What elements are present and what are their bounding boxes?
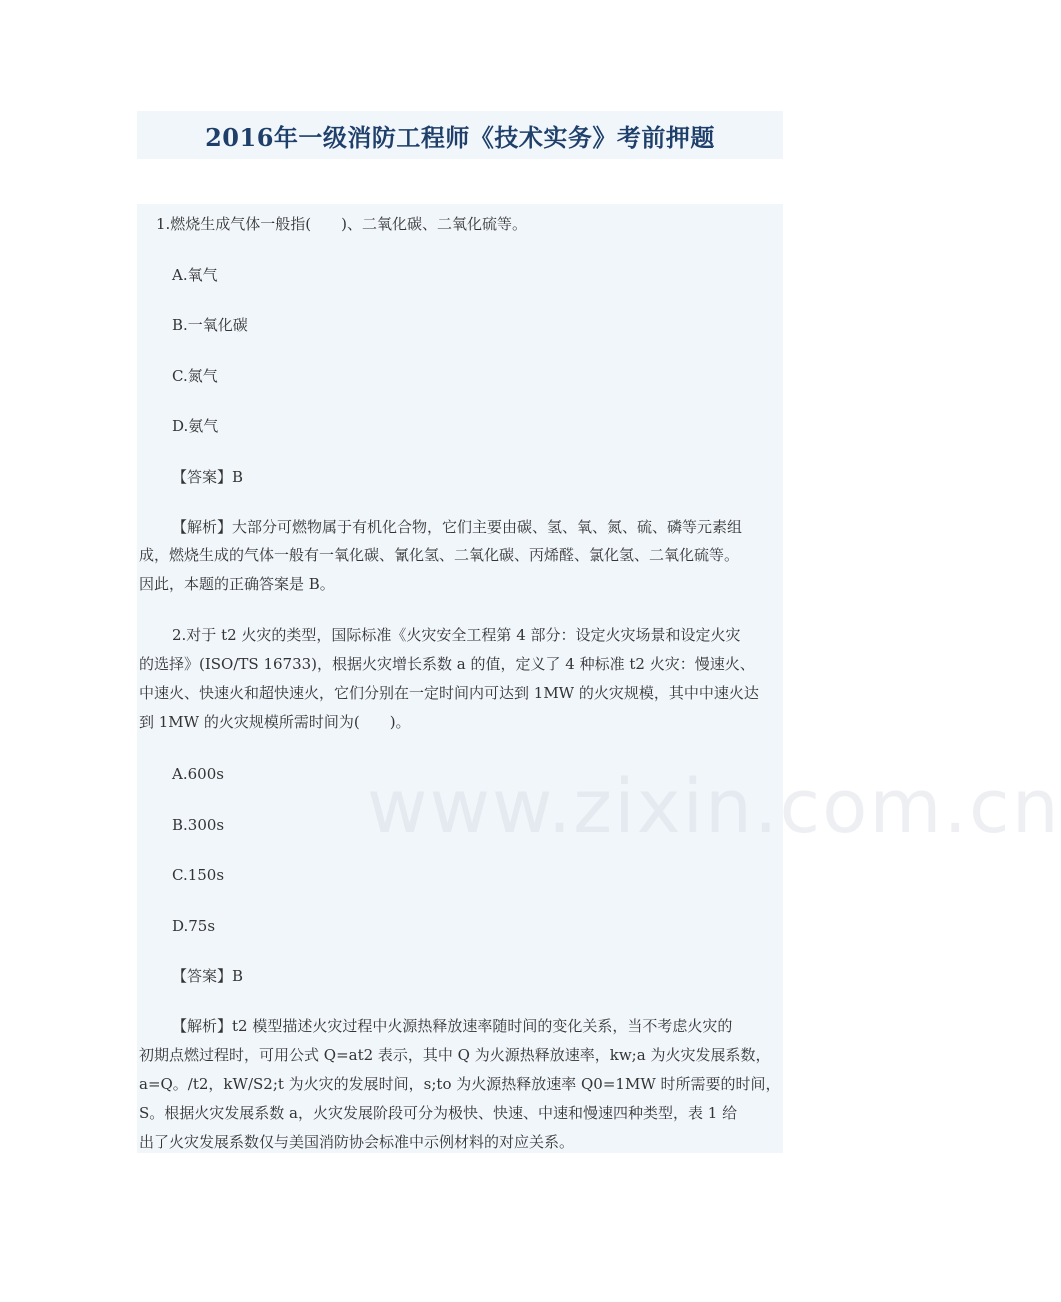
question-1-option-c: C.氮气: [172, 367, 218, 385]
question-2-analysis-line: 出了火灾发展系数仅与美国消防协会标准中示例材料的对应关系。: [139, 1133, 575, 1151]
question-2-answer: 【答案】B: [172, 967, 244, 985]
question-2-stem-line: 到 1MW 的火灾规模所需时间为( )。: [139, 713, 411, 731]
question-2-analysis-line: 初期点燃过程时，可用公式 Q=at2 表示，其中 Q 为火源热释放速率，kw;a 为火灾发展系数，: [139, 1046, 771, 1064]
question-1-analysis-line: 成，燃烧生成的气体一般有一氧化碳、氰化氢、二氧化碳、丙烯醛、氯化氢、二氧化硫等。: [139, 546, 740, 564]
question-2-option-a: A.600s: [172, 765, 224, 783]
question-2-analysis-line: a=Q。/t2，kW/S2;t 为火灾的发展时间，s;to 为火源热释放速率 Q0=1MW 时所需要的时间，: [139, 1075, 781, 1093]
question-content: [137, 204, 1061, 1153]
question-1-stem: 1.燃烧生成气体一般指( )、二氧化碳、二氧化硫等。: [156, 215, 528, 233]
question-2-option-c: C.150s: [172, 866, 225, 884]
question-2-option-b: B.300s: [172, 816, 225, 834]
question-2-stem-line: 中速火、快速火和超快速火，它们分别在一定时间内可达到 1MW 的火灾规模，其中中速火达: [139, 684, 759, 702]
question-2-option-d: D.75s: [172, 917, 216, 935]
question-1-analysis-line: 【解析】大部分可燃物属于有机化合物，它们主要由碳、氢、氧、氮、硫、磷等元素组: [172, 518, 743, 536]
question-1-option-b: B.一氧化碳: [172, 316, 248, 334]
document-title: 2016年一级消防工程师《技术实务》考前押题: [205, 122, 715, 152]
question-2-stem-line: 2.对于 t2 火灾的类型，国际标准《火灾安全工程第 4 部分：设定火灾场景和设定火灾: [172, 626, 741, 644]
watermark: www.zixin.com.cn: [367, 764, 1061, 850]
question-1-analysis-line: 因此，本题的正确答案是 B。: [139, 575, 335, 593]
question-2-analysis-line: S。根据火灾发展系数 a，火灾发展阶段可分为极快、快速、中速和慢速四种类型，表 1 给: [139, 1104, 738, 1122]
question-1-option-a: A.氧气: [172, 266, 218, 284]
question-2-stem-line: 的选择》(ISO/TS 16733)，根据火灾增长系数 a 的值，定义了 4 种标准 t2 火灾：慢速火、: [139, 655, 755, 673]
question-1-answer: 【答案】B: [172, 468, 244, 486]
question-1-option-d: D.氨气: [172, 417, 219, 435]
title-banner: [137, 111, 783, 159]
question-2-analysis-line: 【解析】t2 模型描述火灾过程中火源热释放速率随时间的变化关系，当不考虑火灾的: [172, 1017, 733, 1035]
